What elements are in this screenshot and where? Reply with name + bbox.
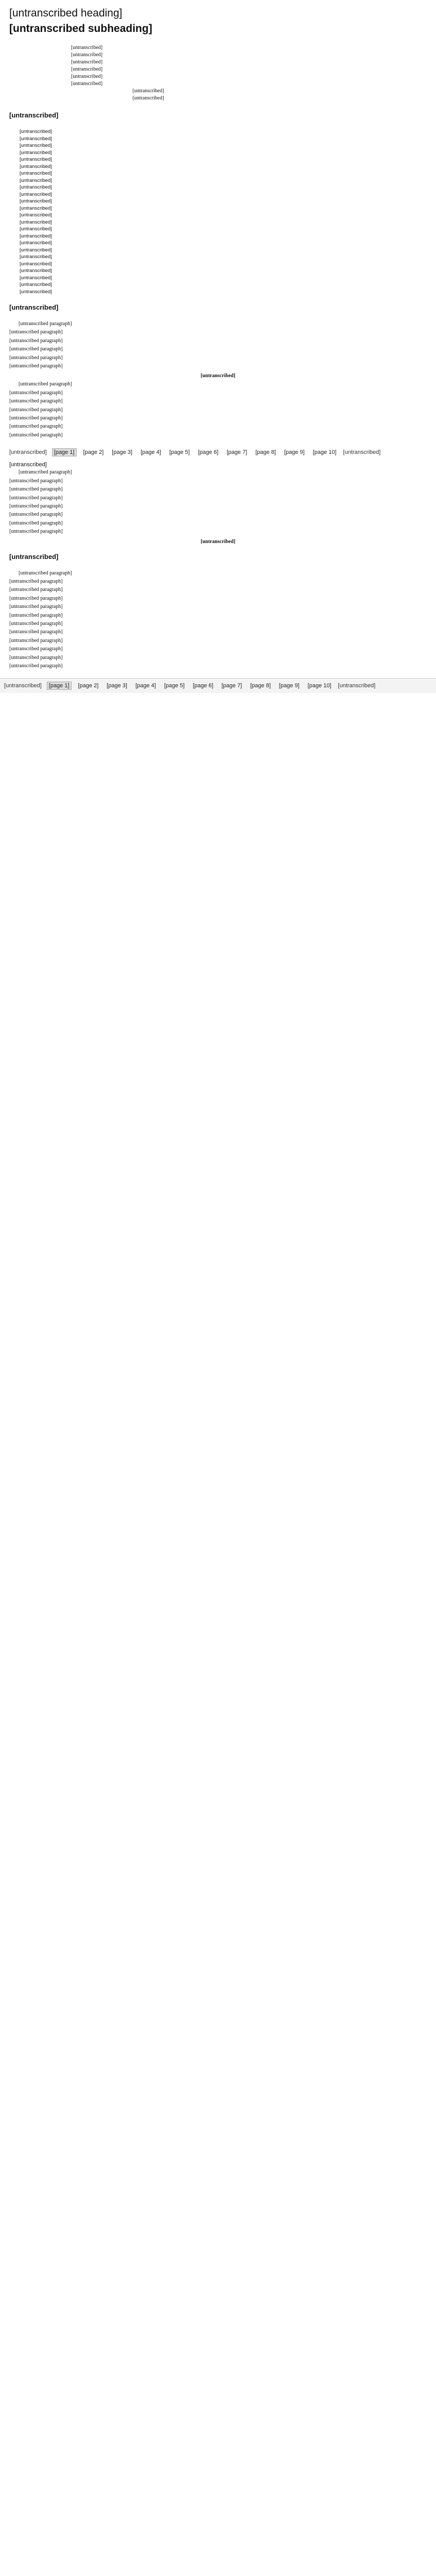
toc-item: [untranscribed] — [20, 205, 52, 211]
toc-item: [untranscribed] — [20, 135, 52, 142]
title-year: [untranscribed] — [132, 95, 164, 101]
paragraph: [untranscribed paragraph] — [9, 495, 63, 501]
table-of-contents — [20, 128, 427, 295]
paragraph: [untranscribed paragraph] — [9, 406, 63, 413]
paragraph: [untranscribed paragraph] — [9, 578, 63, 584]
page-number-link[interactable]: [page 5] — [164, 683, 185, 689]
paragraph: [untranscribed paragraph] — [9, 415, 63, 421]
paragraph: [untranscribed paragraph] — [9, 604, 63, 610]
toc-item: [untranscribed] — [20, 268, 52, 274]
intro-title: [untranscribed] — [9, 303, 59, 311]
paragraph: [untranscribed paragraph] — [19, 469, 72, 476]
page-number-link[interactable]: [page 3] — [107, 683, 128, 689]
toc-item: [untranscribed] — [20, 198, 52, 204]
paragraph: [untranscribed paragraph] — [9, 346, 63, 352]
paragraph: [untranscribed paragraph] — [9, 398, 63, 404]
system-subtitle: [untranscribed] — [9, 552, 59, 561]
title-line: [untranscribed] — [71, 81, 103, 87]
toc-item: [untranscribed] — [20, 177, 52, 183]
paragraph: [untranscribed paragraph] — [9, 363, 63, 369]
toc-item: [untranscribed] — [20, 240, 52, 246]
title-page-block — [71, 44, 427, 102]
toc-item: [untranscribed] — [20, 247, 52, 253]
next-page-link[interactable]: [untranscribed] — [338, 683, 376, 689]
page-number-link[interactable]: [page 2] — [78, 683, 99, 689]
paragraph: [untranscribed paragraph] — [9, 478, 63, 484]
prev-page-link[interactable]: [untranscribed] — [9, 449, 47, 456]
page-number-link[interactable]: [page 10] — [307, 683, 332, 689]
paragraph: [untranscribed paragraph] — [9, 337, 63, 344]
page-heading: [untranscribed heading] — [9, 7, 123, 19]
paragraph: [untranscribed paragraph] — [9, 432, 63, 438]
toc-item: [untranscribed] — [20, 184, 52, 190]
toc-item: [untranscribed] — [20, 191, 52, 197]
tech-line: [untranscribed] — [9, 462, 47, 468]
document-page — [0, 0, 436, 693]
paragraph: [untranscribed paragraph] — [19, 381, 72, 387]
page-number-link[interactable]: [page 7] — [226, 449, 248, 456]
paragraph: [untranscribed paragraph] — [9, 620, 63, 626]
paragraph: [untranscribed paragraph] — [19, 321, 72, 327]
paragraph: [untranscribed paragraph] — [9, 646, 63, 652]
toc-item: [untranscribed] — [20, 254, 52, 260]
intro-section — [9, 320, 427, 370]
toc-item: [untranscribed] — [20, 226, 52, 232]
paragraph: [untranscribed paragraph] — [9, 389, 63, 396]
paragraph: [untranscribed paragraph] — [9, 654, 63, 660]
paragraph: [untranscribed paragraph] — [9, 329, 63, 335]
page-number-link[interactable]: [page 10] — [312, 449, 337, 456]
page-number-link[interactable]: [page 7] — [221, 683, 242, 689]
page-number-link[interactable]: [page 6] — [198, 449, 219, 456]
paragraph: [untranscribed paragraph] — [9, 629, 63, 635]
page-number-link[interactable]: [page 3] — [112, 449, 133, 456]
page-number-link[interactable]: [page 4] — [141, 449, 161, 456]
paragraph: [untranscribed paragraph] — [9, 354, 63, 361]
toc-item: [untranscribed] — [20, 289, 52, 295]
toc-item: [untranscribed] — [20, 149, 52, 156]
toc-item: [untranscribed] — [20, 157, 52, 162]
page-number-link[interactable]: [page 1] — [52, 448, 77, 456]
paragraph: [untranscribed paragraph] — [9, 637, 63, 643]
prev-page-link[interactable]: [untranscribed] — [4, 683, 42, 689]
paragraph: [untranscribed paragraph] — [9, 612, 63, 618]
pagination-top — [9, 448, 427, 456]
page-number-link[interactable]: [page 6] — [193, 683, 214, 689]
page-number-link[interactable]: [page 5] — [169, 449, 190, 456]
paragraph: [untranscribed paragraph] — [19, 570, 72, 576]
page-number-link[interactable]: [page 9] — [284, 449, 305, 456]
paragraph: [untranscribed paragraph] — [9, 663, 63, 669]
page-number-link[interactable]: [page 8] — [255, 449, 276, 456]
paragraph: [untranscribed paragraph] — [9, 595, 63, 601]
title-line: [untranscribed] — [71, 66, 103, 72]
toc-item: [untranscribed] — [20, 129, 52, 134]
functions-section — [9, 381, 427, 439]
title-line: [untranscribed] — [71, 52, 103, 58]
toc-item: [untranscribed] — [20, 219, 52, 225]
page-subheading: [untranscribed subheading] — [9, 23, 152, 35]
paragraph: [untranscribed paragraph] — [9, 520, 63, 526]
toc-title: [untranscribed] — [9, 111, 59, 119]
toc-item: [untranscribed] — [20, 143, 52, 148]
page-number-link[interactable]: [page 4] — [135, 683, 156, 689]
section-two — [9, 469, 427, 535]
functions-title: [untranscribed] — [200, 373, 236, 379]
toc-item: [untranscribed] — [20, 212, 52, 218]
paragraph: [untranscribed paragraph] — [9, 587, 63, 593]
toc-item: [untranscribed] — [20, 171, 52, 176]
toc-item: [untranscribed] — [20, 233, 52, 239]
paragraph: [untranscribed paragraph] — [9, 423, 63, 430]
toc-item: [untranscribed] — [20, 275, 52, 281]
next-page-link[interactable]: [untranscribed] — [343, 449, 381, 456]
toc-item: [untranscribed] — [20, 282, 52, 287]
page-number-link[interactable]: [page 1] — [47, 682, 72, 690]
page-number-link[interactable]: [page 9] — [278, 683, 300, 689]
title-line: [untranscribed] — [71, 74, 103, 79]
title-city: [untranscribed] — [132, 88, 164, 94]
paragraph: [untranscribed paragraph] — [9, 486, 63, 493]
paragraph: [untranscribed paragraph] — [9, 503, 63, 509]
toc-item: [untranscribed] — [20, 261, 52, 267]
pagination-bottom — [0, 678, 436, 693]
paragraph: [untranscribed paragraph] — [9, 512, 63, 518]
system-section — [9, 570, 427, 670]
title-line: [untranscribed] — [71, 59, 103, 65]
system-title: [untranscribed] — [200, 538, 236, 545]
paragraph: [untranscribed paragraph] — [9, 529, 63, 535]
title-line: [untranscribed] — [71, 45, 103, 50]
page-number-link[interactable]: [page 8] — [250, 683, 271, 689]
toc-item: [untranscribed] — [20, 163, 52, 170]
page-number-link[interactable]: [page 2] — [83, 449, 104, 456]
